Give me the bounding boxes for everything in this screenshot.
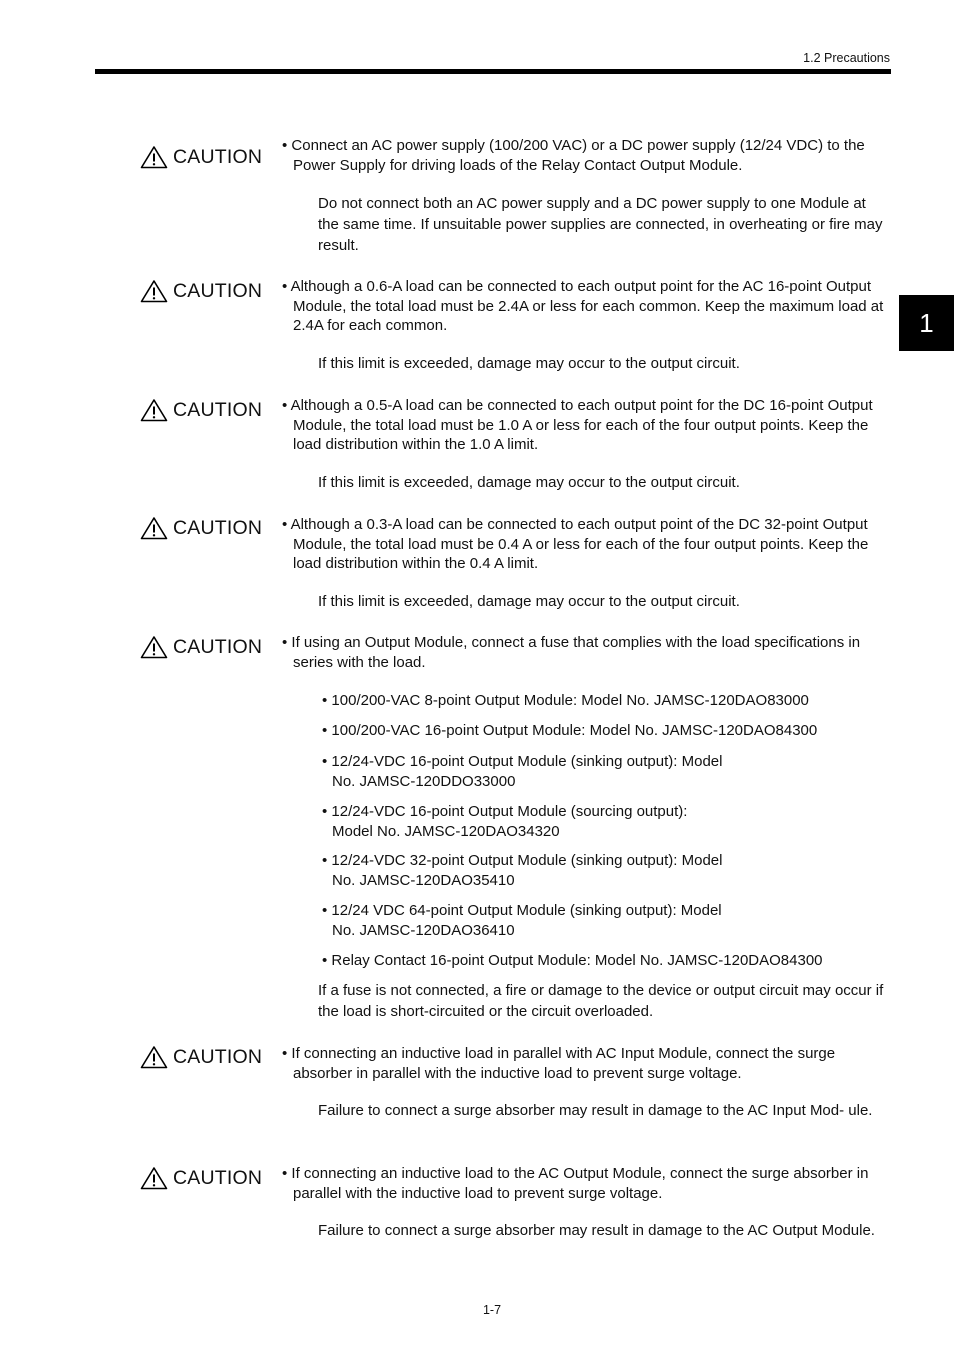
warning-triangle-icon: [140, 398, 168, 422]
warning-triangle-icon: [140, 279, 168, 303]
caution-bullet: • If using an Output Module, connect a fuse that complies with the load specifications in series with the load.: [282, 634, 861, 671]
caution-note: If a fuse is not connected, a fire or damage to the device or output circuit may occur if the load is short-circuited or the circuit overloaded.: [318, 982, 884, 1020]
caution-note: If this limit is exceeded, damage may occur to the output circuit.: [318, 593, 740, 610]
warning-triangle-icon: [140, 145, 168, 169]
caution-text: CAUTION: [173, 1166, 263, 1189]
fuse-model-item: • 100/200-VAC 16-point Output Module: Model No. JAMSC-120DAO84300: [322, 722, 818, 739]
caution-note: If this limit is exceeded, damage may occur to the output circuit.: [318, 474, 740, 491]
warning-triangle-icon: [140, 635, 168, 659]
caution-bullet: • Connect an AC power supply (100/200 VAC) or a DC power supply (12/24 VDC) to the Power Supply for driving loads of the Relay Contact Output Module.: [282, 137, 865, 174]
caution-label: [140, 1045, 262, 1069]
caution-label: [140, 398, 262, 422]
warning-triangle-icon: [140, 1045, 168, 1069]
chapter-tab: 1: [899, 295, 954, 351]
caution-label: [140, 145, 262, 169]
fuse-model-item: • 100/200-VAC 8-point Output Module: Model No. JAMSC-120DAO83000: [322, 692, 809, 709]
running-header-section: 1.2 Precautions: [803, 51, 890, 65]
warning-triangle-icon: [140, 516, 168, 540]
caution-note: If this limit is exceeded, damage may occur to the output circuit.: [318, 355, 740, 372]
caution-bullet: • Although a 0.3-A load can be connected to each output point of the DC 32-point Output Module, the total load must be 0.4 A or less for each of the four output points. Keep the load distribution within the 0.4 A limit.: [282, 516, 869, 572]
caution-label: [140, 516, 262, 540]
caution-bullet: • If connecting an inductive load to the AC Output Module, connect the surge absorber in parallel with the inductive load to prevent surge voltage.: [282, 1165, 869, 1202]
caution-bullet: • Although a 0.6-A load can be connected to each output point for the AC 16-point Output Module, the total load must be 2.4A or less for each common. Keep the maximum load at 2.4A for each common.: [282, 278, 884, 334]
warning-triangle-icon: [140, 1166, 168, 1190]
caution-label: [140, 635, 262, 659]
page-number: 1-7: [482, 1303, 502, 1317]
caution-text: CAUTION: [173, 398, 263, 421]
caution-bullet: • Although a 0.5-A load can be connected to each output point for the DC 16-point Output Module, the total load must be 1.0 A or less for each of the four output points. Keep the load distribution within the 1.0 A limit.: [282, 397, 873, 453]
caution-bullet: • If connecting an inductive load in parallel with AC Input Module, connect the surge absorber in parallel with the inductive load to prevent surge voltage.: [282, 1045, 836, 1082]
caution-text: CAUTION: [173, 145, 263, 168]
caution-text: CAUTION: [173, 516, 263, 539]
fuse-model-item: • 12/24-VDC 32-point Output Module (sinking output): Model No. JAMSC-120DAO35410: [322, 852, 723, 889]
caution-text: CAUTION: [173, 635, 263, 658]
caution-label: [140, 1166, 262, 1190]
fuse-model-item: • 12/24-VDC 16-point Output Module (sinking output): Model No. JAMSC-120DDO33000: [322, 753, 723, 790]
fuse-model-item: • 12/24 VDC 64-point Output Module (sinking output): Model No. JAMSC-120DAO36410: [322, 902, 722, 939]
caution-label: [140, 279, 262, 303]
header-rule: [95, 69, 891, 74]
fuse-model-item: • Relay Contact 16-point Output Module: Model No. JAMSC-120DAO84300: [322, 952, 823, 969]
caution-note: Failure to connect a surge absorber may result in damage to the AC Output Module.: [318, 1222, 875, 1239]
caution-text: CAUTION: [173, 1045, 263, 1068]
caution-note: Do not connect both an AC power supply and a DC power supply to one Module at the same time. If unsuitable power supplies are connected, in overheating or fire may result.: [318, 195, 883, 254]
caution-note: Failure to connect a surge absorber may result in damage to the AC Input Mod- ule.: [318, 1102, 873, 1119]
caution-text: CAUTION: [173, 279, 263, 302]
fuse-model-item: • 12/24-VDC 16-point Output Module (sourcing output): Model No. JAMSC-120DAO34320: [322, 803, 688, 840]
